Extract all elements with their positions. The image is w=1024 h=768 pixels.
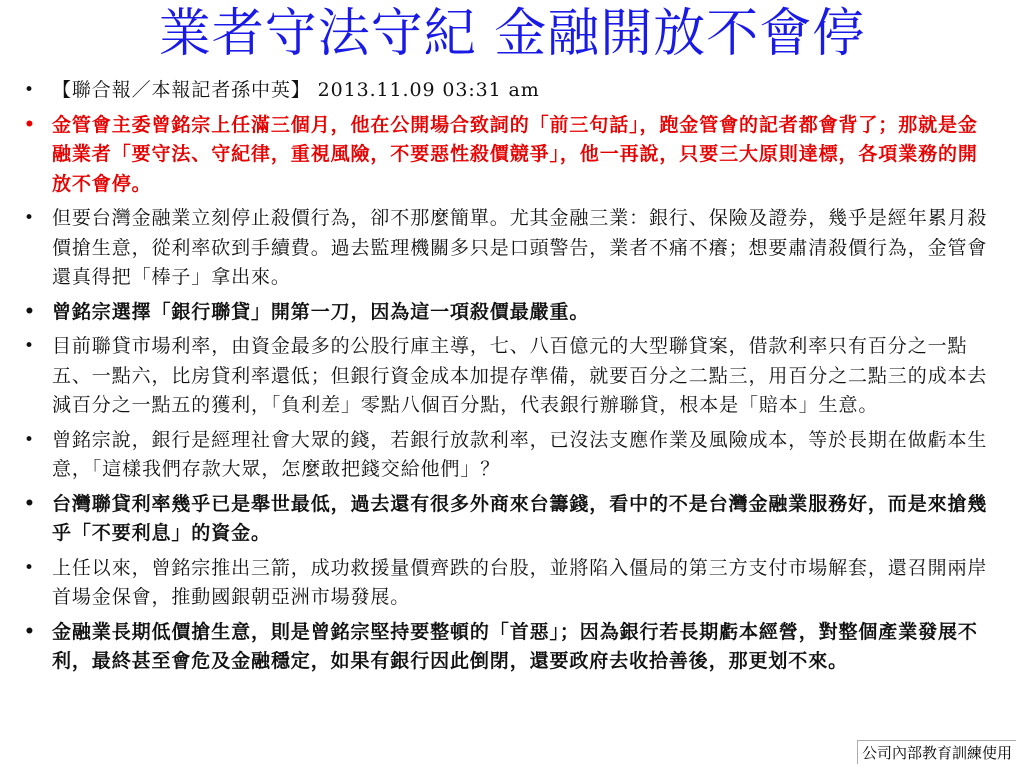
bullet-item-highlight [22, 111, 997, 200]
bullet-item-emphasis [22, 490, 997, 549]
bullet-text: 但要台灣金融業立刻停止殺價行為，卻不那麼簡單。尤其金融三業：銀行、保險及證券，幾乎是經年累月殺價搶生意，從利率砍到手續費。過去監理機關多只是口頭警告，業者不痛不癢；想要肅清殺價行為，金管會還真得把「棒子」拿出來。 [52, 207, 988, 288]
bullet-text: 曾銘宗選擇「銀行聯貸」開第一刀，因為這一項殺價最嚴重。 [52, 300, 590, 323]
bullet-text: 金管會主委曾銘宗上任滿三個月，他在公開場合致詞的「前三句話」，跑金管會的記者都會背了；那就是金融業者「要守法、守紀律，重視風險，不要惡性殺價競爭」，他一再說，只要三大原則達標，各項業務的開放不會停。 [52, 113, 978, 195]
bullet-dot-icon: • [24, 114, 36, 135]
bullet-dot-icon: • [24, 621, 36, 642]
bullet-item [22, 204, 997, 293]
bullet-text: 上任以來，曾銘宗推出三箭，成功救援量價齊跌的台股，並將陷入僵局的第三方支付市場解套，還召開兩岸首場金保會，推動國銀朝亞洲市場發展。 [52, 556, 988, 608]
bullet-text: 台灣聯貸利率幾乎已是舉世最低，過去還有很多外商來台籌錢，看中的不是台灣金融業服務好，而是來搶幾乎「不要利息」的資金。 [52, 492, 988, 544]
bullet-text: 【聯合報／本報記者孫中英】 2013.11.09 03:31 am [52, 79, 540, 101]
bullet-item-emphasis [22, 298, 997, 328]
bullet-item-emphasis [22, 618, 997, 677]
bullet-dot-icon: • [24, 208, 35, 228]
article-body [22, 76, 997, 682]
bullet-dot-icon: • [24, 80, 35, 100]
internal-use-label: 公司內部教育訓練使用 [857, 740, 1016, 764]
bullet-item [22, 426, 997, 485]
bullet-dot-icon: • [24, 301, 36, 322]
bullet-dot-icon: • [24, 429, 35, 450]
bullet-text: 目前聯貸市場利率，由資金最多的公股行庫主導，七、八百億元的大型聯貸案，借款利率只有百分之一點五、一點六，比房貸利率還低；但銀行資金成本加提存準備，就要百分之二點三，用百分之二點三的成本去減百分之一點五的獲利，「負利差」零點八個百分點，代表銀行辦聯貸，根本是「賠本」生意。 [52, 335, 988, 416]
bullet-dot-icon: • [24, 557, 35, 578]
bullet-dot-icon: • [24, 493, 36, 514]
bullet-item [22, 554, 997, 613]
bullet-item-byline [22, 76, 997, 106]
bullet-dot-icon: • [24, 336, 35, 356]
bullet-item [22, 332, 997, 421]
page-title: 業者守法守紀 金融開放不會停 [158, 4, 866, 64]
bullet-text: 金融業長期低價搶生意，則是曾銘宗堅持要整頓的「首惡」；因為銀行若長期虧本經營，對整個產業發展不利，最終甚至會危及金融穩定，如果有銀行因此倒閉，還要政府去收拾善後，那更划不來。 [52, 620, 978, 672]
bullet-text: 曾銘宗說，銀行是經理社會大眾的錢，若銀行放款利率，已沒法支應作業及風險成本，等於長期在做虧本生意，「這樣我們存款大眾，怎麼敢把錢交給他們」？ [52, 428, 988, 480]
